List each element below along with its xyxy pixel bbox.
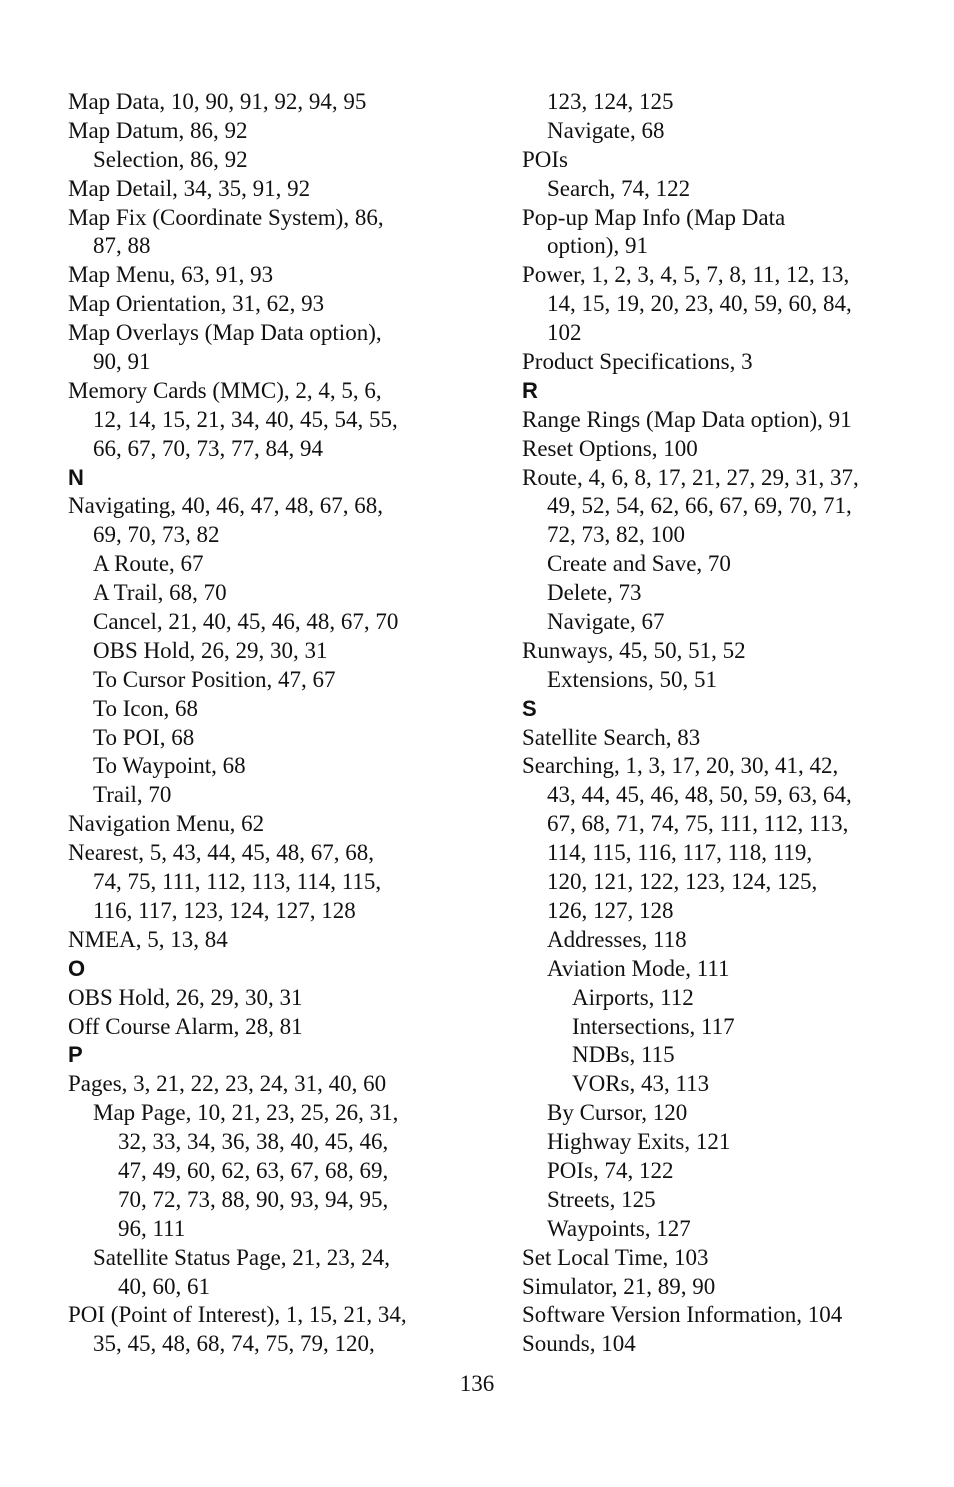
index-entry: Aviation Mode, 111	[547, 955, 730, 981]
index-entry: Navigate, 67	[547, 609, 665, 635]
index-entry: Satellite Status Page, 21, 23, 24,	[93, 1244, 391, 1270]
index-letter-heading: S	[522, 695, 537, 721]
index-entry: Waypoints, 127	[547, 1215, 691, 1241]
index-entry: Memory Cards (MMC), 2, 4, 5, 6,	[68, 377, 382, 403]
index-entry: POIs	[522, 146, 569, 172]
index-entry: Trail, 70	[93, 782, 172, 808]
index-entry: 12, 14, 15, 21, 34, 40, 45, 54, 55,	[93, 406, 398, 432]
index-entry: 69, 70, 73, 82	[93, 522, 220, 548]
index-entry: Intersections, 117	[572, 1013, 735, 1039]
index-entry: Airports, 112	[572, 984, 694, 1010]
index-entry: Set Local Time, 103	[522, 1244, 709, 1270]
index-entry: 102	[547, 320, 582, 346]
index-entry: Software Version Information, 104	[522, 1302, 843, 1328]
index-entry: 126, 127, 128	[547, 897, 674, 923]
page-number: 136	[459, 1371, 495, 1396]
index-entry: 96, 111	[118, 1215, 186, 1241]
index-entry: Runways, 45, 50, 51, 52	[522, 637, 746, 663]
index-entry: 47, 49, 60, 62, 63, 67, 68, 69,	[118, 1157, 389, 1183]
index-entry: 72, 73, 82, 100	[547, 522, 685, 548]
index-entry: To Cursor Position, 47, 67	[93, 666, 336, 692]
index-entry: POIs, 74, 122	[547, 1157, 674, 1183]
index-entry: Streets, 125	[547, 1186, 656, 1212]
index-entry: Map Fix (Coordinate System), 86,	[68, 204, 384, 230]
index-entry: 32, 33, 34, 36, 38, 40, 45, 46,	[118, 1129, 389, 1155]
index-entry: 90, 91	[93, 349, 151, 375]
index-entry: Addresses, 118	[547, 926, 687, 952]
index-letter-heading: O	[68, 955, 86, 981]
index-entry: Delete, 73	[547, 580, 642, 606]
index-entry: Product Specifications, 3	[522, 349, 753, 375]
index-entry: NDBs, 115	[572, 1042, 675, 1068]
index-entry: Highway Exits, 121	[547, 1129, 731, 1155]
index-entry: Sounds, 104	[522, 1331, 636, 1357]
index-entry: A Route, 67	[93, 551, 204, 577]
index-entry: 35, 45, 48, 68, 74, 75, 79, 120,	[93, 1331, 375, 1357]
index-entry: Extensions, 50, 51	[547, 666, 717, 692]
index-entry: Route, 4, 6, 8, 17, 21, 27, 29, 31, 37,	[522, 464, 859, 490]
index-entry: Off Course Alarm, 28, 81	[68, 1013, 303, 1039]
index-entry: 66, 67, 70, 73, 77, 84, 94	[93, 435, 323, 461]
index-entry: 70, 72, 73, 88, 90, 93, 94, 95,	[118, 1186, 389, 1212]
index-column-right	[522, 88, 922, 1359]
index-entry: Pop-up Map Info (Map Data	[522, 204, 786, 230]
index-entry: NMEA, 5, 13, 84	[68, 926, 228, 952]
index-entry: 120, 121, 122, 123, 124, 125,	[547, 869, 818, 895]
index-entry: Selection, 86, 92	[93, 146, 248, 172]
index-entry: Map Datum, 86, 92	[68, 117, 248, 143]
index-entry: 43, 44, 45, 46, 48, 50, 59, 63, 64,	[547, 782, 852, 808]
index-entry: 87, 88	[93, 233, 151, 259]
index-entry: Map Data, 10, 90, 91, 92, 94, 95	[68, 89, 367, 114]
index-entry: Nearest, 5, 43, 44, 45, 48, 67, 68,	[68, 840, 374, 866]
index-entry: 116, 117, 123, 124, 127, 128	[93, 897, 356, 923]
index-entry: To Waypoint, 68	[93, 753, 246, 779]
index-letter-heading: P	[68, 1042, 83, 1068]
index-entry: Map Orientation, 31, 62, 93	[68, 291, 325, 317]
index-entry: 74, 75, 111, 112, 113, 114, 115,	[93, 869, 382, 895]
index-entry: To POI, 68	[93, 724, 195, 750]
index-entry: Search, 74, 122	[547, 175, 691, 201]
index-entry: Reset Options, 100	[522, 435, 698, 461]
index-entry: 114, 115, 116, 117, 118, 119,	[547, 840, 813, 866]
index-entry: Range Rings (Map Data option), 91	[522, 406, 852, 432]
index-entry: POI (Point of Interest), 1, 15, 21, 34,	[68, 1302, 407, 1328]
index-entry: 40, 60, 61	[118, 1273, 210, 1299]
index-entry: Map Page, 10, 21, 23, 25, 26, 31,	[93, 1100, 399, 1126]
index-entry: Navigation Menu, 62	[68, 811, 265, 837]
index-column-left	[68, 88, 468, 1359]
index-entry: Cancel, 21, 40, 45, 46, 48, 67, 70	[93, 609, 399, 635]
index-entry: 49, 52, 54, 62, 66, 67, 69, 70, 71,	[547, 493, 852, 519]
index-entry: Map Detail, 34, 35, 91, 92	[68, 175, 311, 201]
index-entry: To Icon, 68	[93, 695, 199, 721]
index-entry: VORs, 43, 113	[572, 1071, 710, 1097]
index-entry: 14, 15, 19, 20, 23, 40, 59, 60, 84,	[547, 291, 852, 317]
index-entry: Map Overlays (Map Data option),	[68, 320, 382, 346]
index-entry: 67, 68, 71, 74, 75, 111, 112, 113,	[547, 811, 849, 837]
index-entry: A Trail, 68, 70	[93, 580, 227, 606]
index-letter-heading: N	[68, 464, 84, 490]
index-entry: By Cursor, 120	[547, 1100, 688, 1126]
index-entry: 123, 124, 125	[547, 89, 674, 114]
index-entry: Navigating, 40, 46, 47, 48, 67, 68,	[68, 493, 383, 519]
index-entry: Power, 1, 2, 3, 4, 5, 7, 8, 11, 12, 13,	[522, 262, 850, 288]
index-letter-heading: R	[522, 377, 538, 403]
index-entry: Navigate, 68	[547, 117, 665, 143]
index-entry: option), 91	[547, 233, 648, 259]
index-entry: OBS Hold, 26, 29, 30, 31	[68, 984, 303, 1010]
index-entry: OBS Hold, 26, 29, 30, 31	[93, 637, 328, 663]
index-entry: Map Menu, 63, 91, 93	[68, 262, 274, 288]
index-entry: Pages, 3, 21, 22, 23, 24, 31, 40, 60	[68, 1071, 387, 1097]
index-entry: Satellite Search, 83	[522, 724, 701, 750]
index-entry: Searching, 1, 3, 17, 20, 30, 41, 42,	[522, 753, 839, 779]
index-entry: Simulator, 21, 89, 90	[522, 1273, 716, 1299]
index-entry: Create and Save, 70	[547, 551, 731, 577]
